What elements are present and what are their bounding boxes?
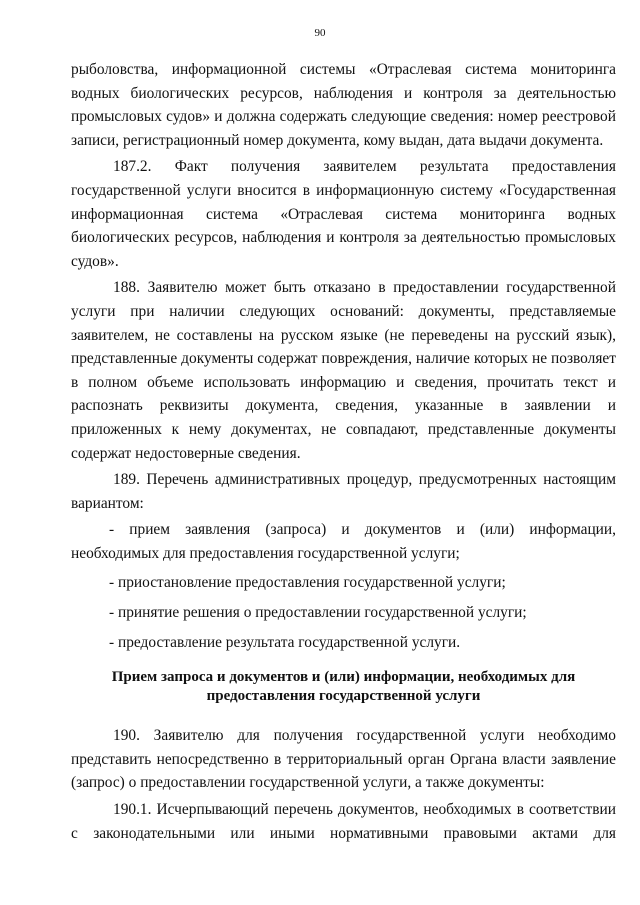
paragraph-188: 188. Заявителю может быть отказано в предоставлении государственной услуги при наличии следующих оснований: документы, представляемые заявителем, не составлены на русском языке (не переведены на русский язык), представленные документы содержат повреждения, наличие которых не позволяет в полном объеме использовать информацию и сведения, прочитать текст и распознать реквизиты документа, сведения, указанные в заявлении и приложенных к нему документах, не совпадают, представленные документы содержат недостоверные сведения.	[71, 279, 616, 462]
paragraph-190-1: 190.1. Исчерпывающий перечень документов, необходимых в соответствии с законодательными или иными нормативными правовыми актами для	[71, 801, 616, 842]
paragraph-187-2: 187.2. Факт получения заявителем результата предоставления государственной услуги вносится в информационную систему «Государственная информационная система «Отраслевая система мониторинга водных биологических ресурсов, наблюдения и контроля за деятельностью промысловых судов».	[71, 158, 616, 270]
list-item: - предоставление результата государственной услуги.	[109, 633, 461, 651]
document-body	[71, 58, 616, 848]
paragraph-189: 189. Перечень административных процедур, предусмотренных настоящим вариантом:	[71, 471, 616, 512]
list-item: - прием заявления (запроса) и документов и (или) информации, необходимых для предоставления государственной услуги;	[71, 521, 616, 562]
list-item: - приостановление предоставления государственной услуги;	[109, 574, 506, 592]
section-heading: Прием запроса и документов и (или) информации, необходимых для предоставления государственной услуги	[111, 669, 576, 705]
list-item: - принятие решения о предоставлении государственной услуги;	[109, 604, 527, 622]
page-number: 90	[314, 27, 326, 39]
paragraph-190: 190. Заявителю для получения государственной услуги необходимо представить непосредственно в территориальный орган Органа власти заявление (запрос) о предоставлении государственной услуги, а также документы:	[71, 727, 616, 792]
paragraph-continuation: рыболовства, информационной системы «Отраслевая система мониторинга водных биологических ресурсов, наблюдения и контроля за деятельностью промысловых судов» и должна содержать следующие сведения: номер реестровой записи, регистрационный номер документа, кому выдан, дата выдачи документа.	[71, 61, 616, 149]
